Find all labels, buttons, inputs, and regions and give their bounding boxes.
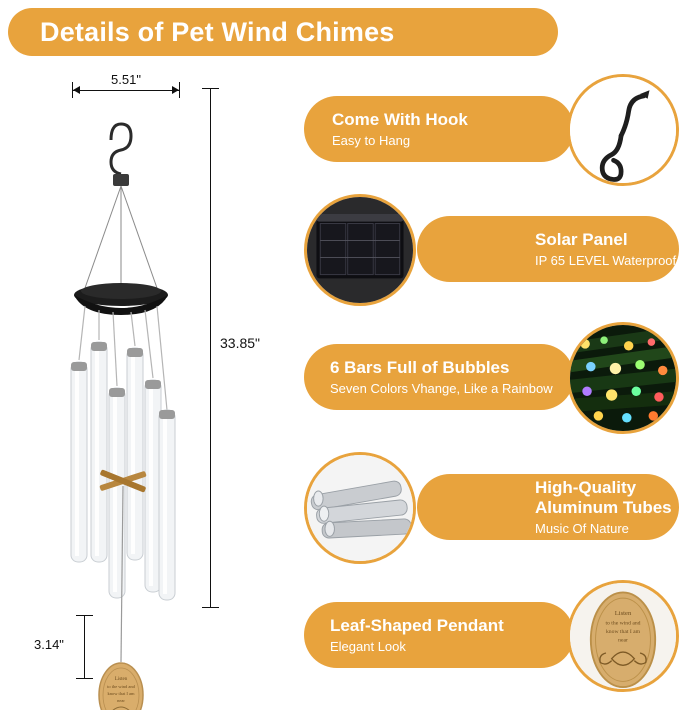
- feature-solar-sub: IP 65 LEVEL Waterproof: [535, 252, 677, 268]
- chime-bubble-tubes: [71, 342, 175, 600]
- feature-tubes-heading: High-Quality Aluminum Tubes: [535, 477, 672, 517]
- chime-hook-shape: [111, 124, 131, 174]
- svg-text:know that I am: know that I am: [605, 629, 641, 636]
- feature-bars-pill: [304, 344, 574, 410]
- feature-hook-pill: [304, 96, 574, 162]
- width-tick-right: [179, 82, 180, 98]
- feature-card-pendant: [296, 580, 679, 692]
- feature-solar-pill: [417, 216, 679, 282]
- height-cap-bottom: [202, 607, 219, 608]
- hook-photo-icon: [567, 74, 679, 186]
- width-arrow-left: [73, 86, 80, 94]
- width-arrow-right: [172, 86, 179, 94]
- feature-bars-sub: Seven Colors Vhange, Like a Rainbow: [330, 380, 553, 396]
- feature-hook-heading: Come With Hook: [332, 109, 468, 129]
- height-cap-top: [202, 88, 219, 89]
- chime-connector: [113, 174, 129, 186]
- wooden-pendant-photo-icon: [567, 580, 679, 692]
- feature-hook-sub: Easy to Hang: [332, 132, 411, 148]
- feature-card-tubes: [296, 452, 679, 564]
- page-title-banner: [8, 8, 558, 56]
- wind-chime-drawing: [55, 110, 195, 710]
- feature-list: [296, 60, 679, 710]
- feature-card-hook: [296, 74, 679, 186]
- width-dimension-line: [72, 90, 180, 91]
- svg-text:near: near: [618, 637, 628, 644]
- feature-card-bars: [296, 322, 679, 434]
- chime-strings: [85, 186, 157, 288]
- feature-tubes-pill: [417, 474, 679, 540]
- product-illustration: [0, 62, 290, 710]
- width-dimension: [72, 72, 180, 100]
- pendant-dimension-label: 3.14": [34, 637, 64, 652]
- feature-pendant-pill: [304, 602, 574, 668]
- svg-text:know that I am: know that I am: [107, 691, 135, 696]
- feature-card-solar: [296, 194, 679, 306]
- svg-text:near: near: [117, 698, 125, 703]
- width-dimension-label: 5.51": [72, 72, 180, 87]
- feature-bars-heading: 6 Bars Full of Bubbles: [330, 357, 510, 377]
- feature-solar-heading: Solar Panel: [535, 229, 628, 249]
- svg-text:Listen: Listen: [114, 677, 128, 682]
- svg-text:to the wind and: to the wind and: [107, 684, 135, 689]
- svg-text:to the wind and: to the wind and: [605, 620, 641, 627]
- chime-wood-pendant: [99, 663, 143, 710]
- aluminum-tubes-photo-icon: [304, 452, 416, 564]
- svg-text:Listen: Listen: [614, 610, 632, 618]
- chime-solar-cap: [74, 283, 168, 315]
- solar-panel-photo-icon: [304, 194, 416, 306]
- colored-bars-photo-icon: [567, 322, 679, 434]
- height-dimension-label: 33.85": [220, 335, 261, 351]
- page-title: Details of Pet Wind Chimes: [40, 16, 395, 47]
- feature-tubes-sub: Music Of Nature: [535, 520, 629, 536]
- height-dimension-line: [210, 88, 211, 608]
- feature-pendant-sub: Elegant Look: [330, 638, 406, 654]
- height-dimension: [200, 88, 270, 608]
- feature-pendant-heading: Leaf-Shaped Pendant: [330, 615, 504, 635]
